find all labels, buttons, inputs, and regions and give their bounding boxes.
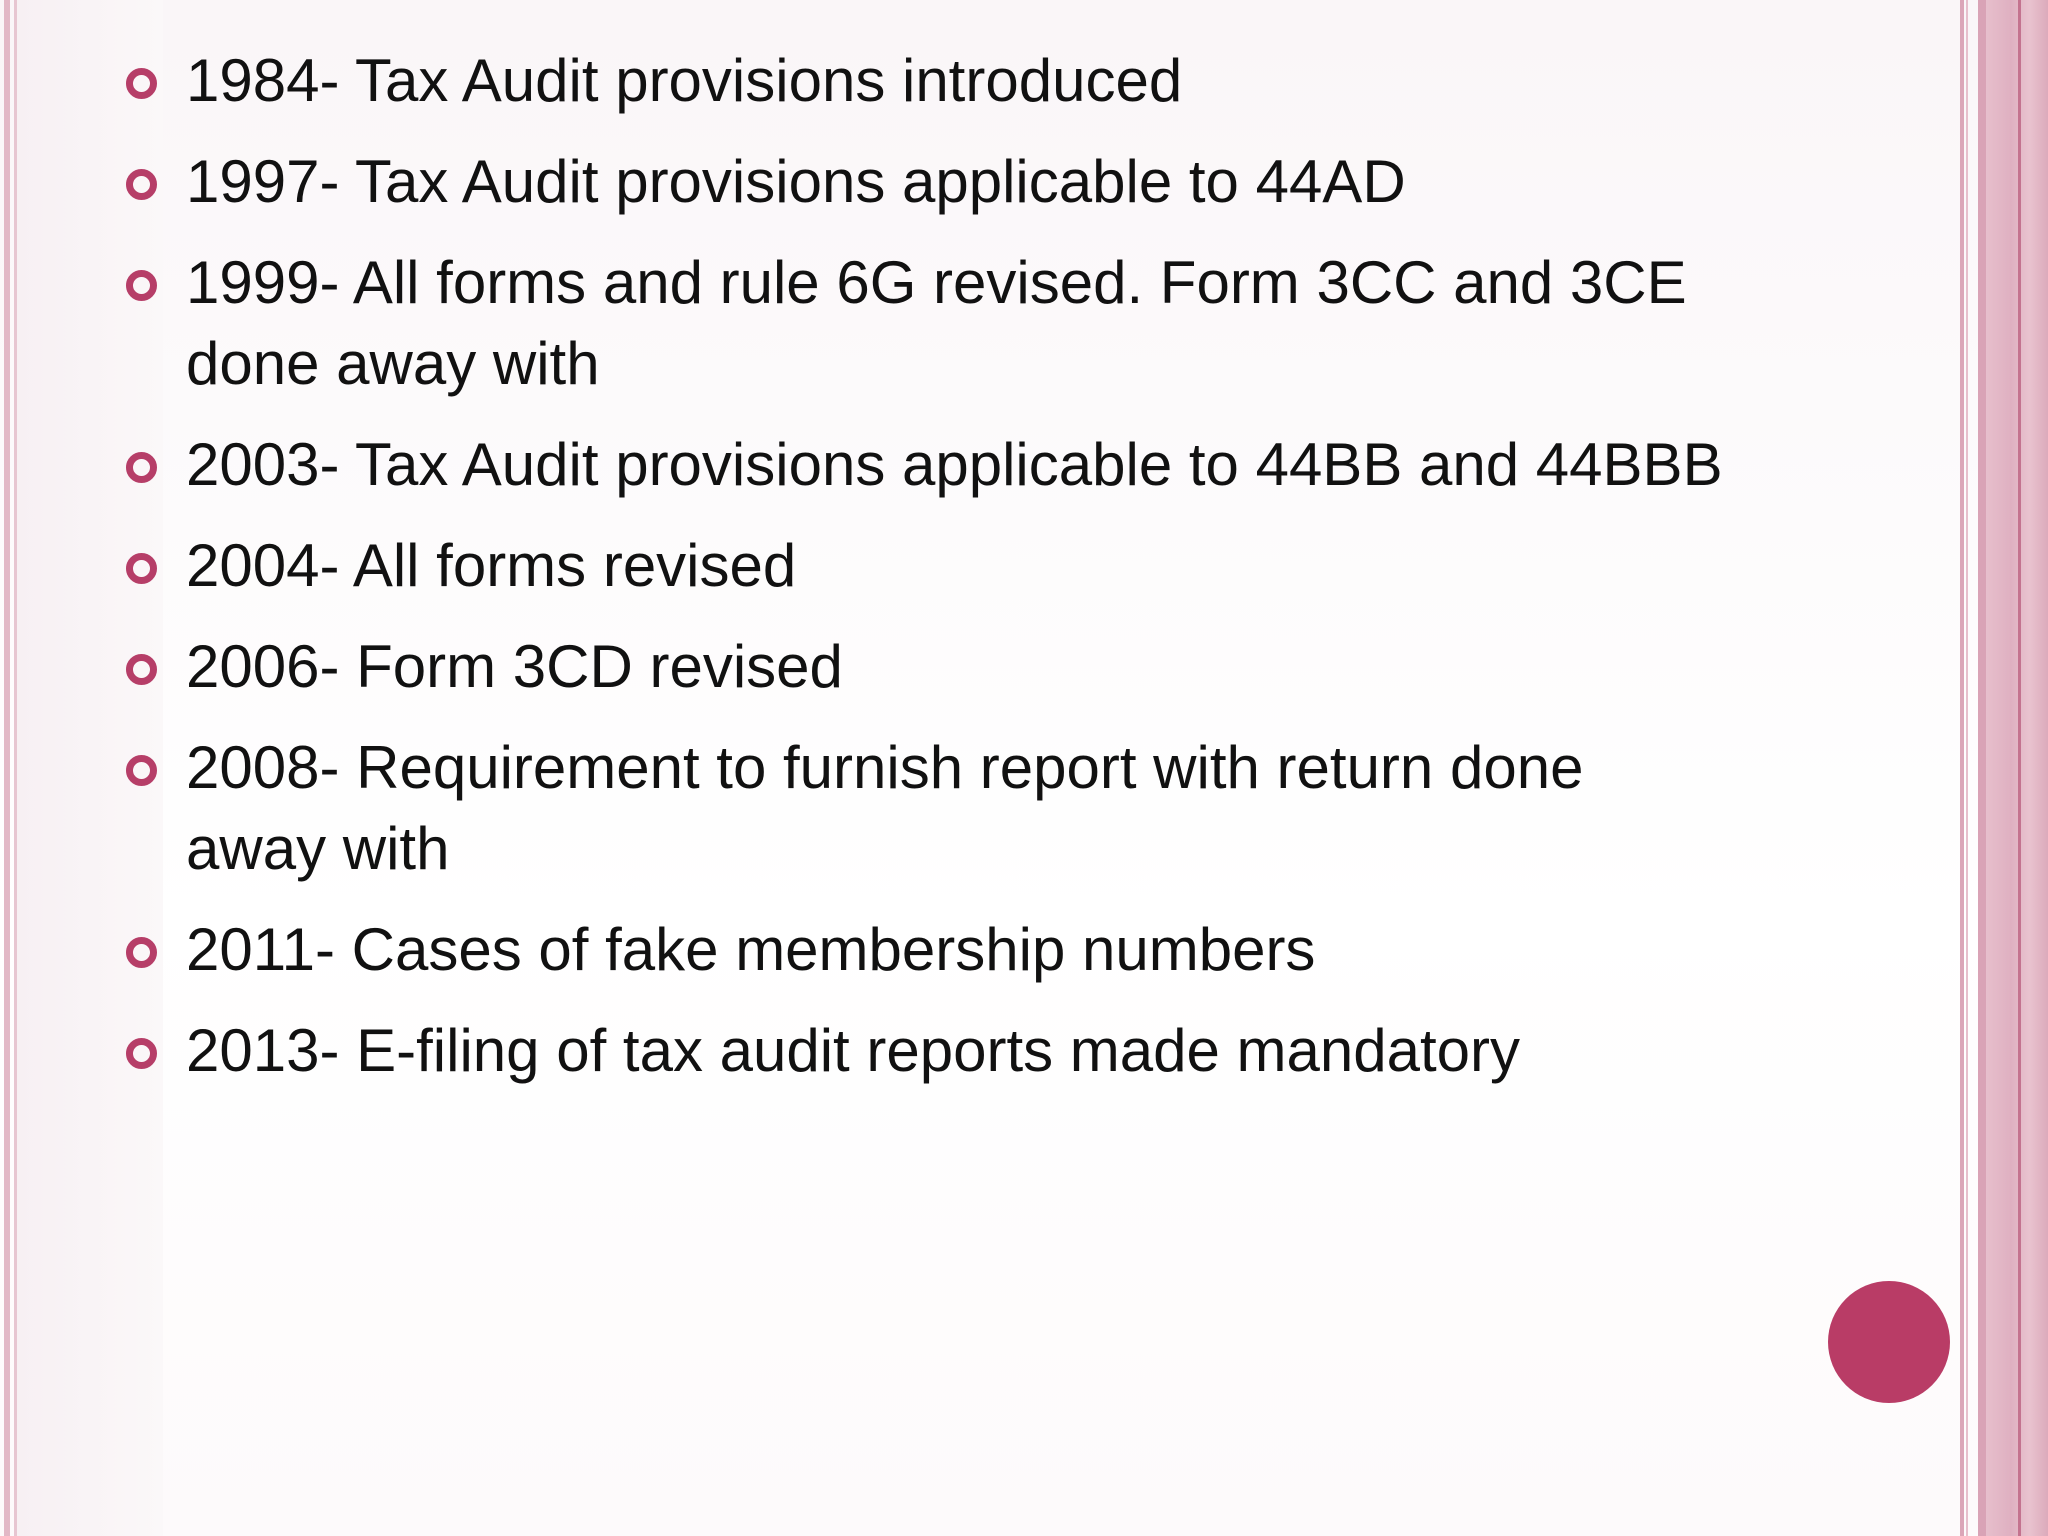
right-border-stripe-wide — [1978, 0, 1986, 1536]
bullet-text: 2013- E-filing of tax audit reports made mandatory — [186, 1017, 1521, 1084]
hollow-circle-bullet-icon — [126, 553, 157, 584]
bullet-item — [126, 525, 1726, 606]
right-border-stripe-dark — [2018, 0, 2021, 1536]
right-border-stripe — [1960, 0, 1964, 1536]
bullet-text: 1997- Tax Audit provisions applicable to 44AD — [186, 148, 1406, 215]
hollow-circle-bullet-icon — [126, 937, 157, 968]
bullet-text: 2006- Form 3CD revised — [186, 633, 843, 700]
bullet-text: 1984- Tax Audit provisions introduced — [186, 47, 1183, 114]
bullet-item — [126, 40, 1726, 121]
left-border-line — [4, 0, 10, 1536]
bullet-item — [126, 141, 1726, 222]
right-side-panel — [1986, 0, 2048, 1536]
hollow-circle-bullet-icon — [126, 68, 157, 99]
decorative-circle — [1828, 1281, 1950, 1403]
right-border-stripe-thin — [1966, 0, 1968, 1536]
bullet-text: 2003- Tax Audit provisions applicable to 44BB and 44BBB — [186, 431, 1723, 498]
bullet-item — [126, 909, 1726, 990]
hollow-circle-bullet-icon — [126, 169, 157, 200]
hollow-circle-bullet-icon — [126, 1038, 157, 1069]
bullet-item — [126, 727, 1726, 889]
bullet-text: 2004- All forms revised — [186, 532, 797, 599]
hollow-circle-bullet-icon — [126, 654, 157, 685]
hollow-circle-bullet-icon — [126, 270, 157, 301]
hollow-circle-bullet-icon — [126, 755, 157, 786]
bullet-item — [126, 424, 1726, 505]
bullet-list — [126, 40, 1726, 1111]
bullet-item — [126, 242, 1726, 404]
bullet-text: 2011- Cases of fake membership numbers — [186, 916, 1316, 983]
bullet-item — [126, 1010, 1726, 1091]
bullet-item — [126, 626, 1726, 707]
bullet-text: 2008- Requirement to furnish report with return done away with — [186, 734, 1584, 882]
hollow-circle-bullet-icon — [126, 452, 157, 483]
bullet-text: 1999- All forms and rule 6G revised. Form 3CC and 3CE done away with — [186, 249, 1687, 397]
